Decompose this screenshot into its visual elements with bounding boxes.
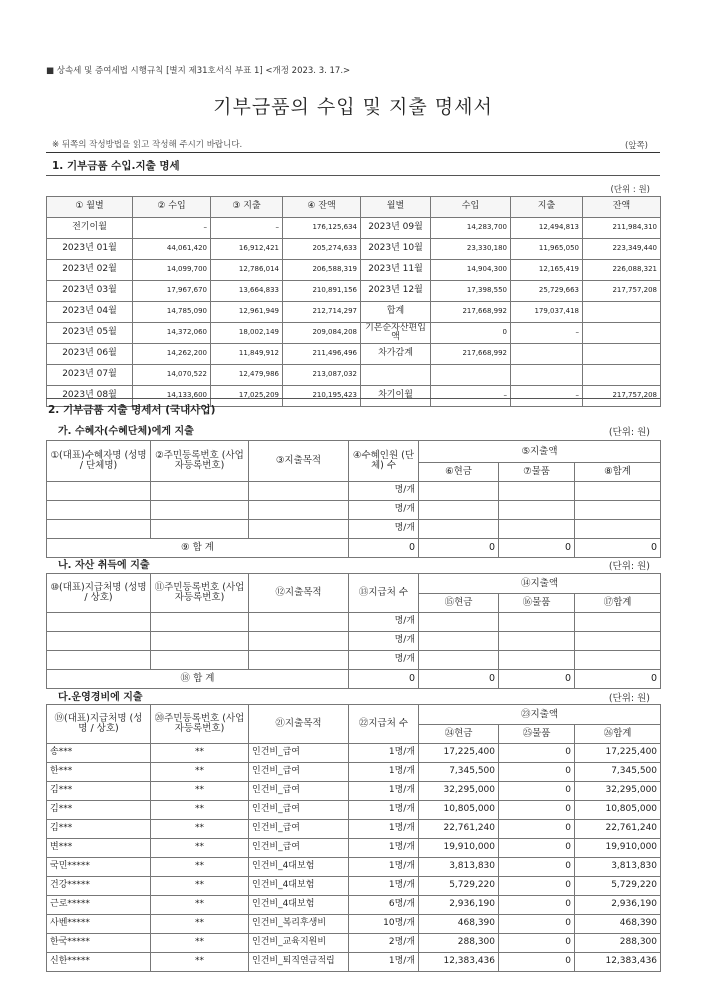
expense-cell: 17,025,209 [211, 386, 283, 407]
month-cell-2: 2023년 09월 [361, 218, 431, 239]
balance-cell-2 [583, 323, 661, 344]
month-cell-2: 2023년 12월 [361, 281, 431, 302]
month-cell: 2023년 08월 [47, 386, 133, 407]
purpose-cell: 인건비_급여 [249, 763, 349, 782]
income-cell: 17,967,670 [133, 281, 211, 302]
id-cell: ** [151, 820, 249, 839]
cash-cell: 12,383,436 [419, 953, 499, 972]
count-cell: 6명/개 [349, 896, 419, 915]
unit-cell: 명/개 [349, 651, 419, 670]
total-cell: 17,225,400 [575, 744, 661, 763]
header-cash: ⑮현금 [419, 594, 499, 613]
table-row [47, 744, 661, 763]
month-cell: 2023년 05월 [47, 323, 133, 344]
table-row [47, 953, 661, 972]
section1-unit: (단위 : 원) [610, 185, 650, 195]
income-cell: – [133, 218, 211, 239]
table-header-row [47, 197, 661, 218]
count-cell: 1명/개 [349, 839, 419, 858]
unit-cell: 명/개 [349, 482, 419, 501]
payee-cell: 신한***** [47, 953, 151, 972]
table-row [47, 632, 661, 651]
income-cell: 14,372,060 [133, 323, 211, 344]
goods-cell: 0 [499, 934, 575, 953]
sum-cash: 0 [419, 539, 499, 558]
id-cell: ** [151, 782, 249, 801]
expense-cell: 12,961,949 [211, 302, 283, 323]
expense-cell-2: 12,165,419 [511, 260, 583, 281]
balance-cell: 209,084,208 [283, 323, 361, 344]
cash-cell: 7,345,500 [419, 763, 499, 782]
total-cell: 10,805,000 [575, 801, 661, 820]
purpose-cell: 인건비_4대보험 [249, 896, 349, 915]
id-cell: ** [151, 896, 249, 915]
id-cell: ** [151, 744, 249, 763]
income-cell-2 [431, 365, 511, 386]
expense-cell: 13,664,833 [211, 281, 283, 302]
sum-cash: 0 [419, 670, 499, 689]
cash-cell: 10,805,000 [419, 801, 499, 820]
table-row [47, 651, 661, 670]
document-title: 기부금품의 수입 및 지출 명세서 [213, 96, 493, 118]
form-reference-note: ■ 상속세 및 증여세법 시행규칙 [별지 제31호서식 부표 1] <개정 2023. 3. 17.> [46, 66, 351, 76]
count-cell: 1명/개 [349, 744, 419, 763]
count-cell: 1명/개 [349, 858, 419, 877]
expense-cell-2: – [511, 386, 583, 407]
sum-total: 0 [575, 539, 661, 558]
header-registration-number: ⑳주민등록번호 (사업자등록번호) [151, 705, 249, 744]
balance-cell: 206,588,319 [283, 260, 361, 281]
month-cell-2: 차가감계 [361, 344, 431, 365]
count-cell: 1명/개 [349, 801, 419, 820]
balance-cell-2: 217,757,208 [583, 281, 661, 302]
table-row [47, 365, 661, 386]
payee-cell: 김*** [47, 820, 151, 839]
cash-cell: 2,936,190 [419, 896, 499, 915]
table-row [47, 915, 661, 934]
id-cell: ** [151, 858, 249, 877]
section2-title: 2. 기부금품 지출 명세서 (국내사업) [48, 404, 216, 416]
total-cell: 288,300 [575, 934, 661, 953]
income-expense-table [46, 196, 661, 407]
section2c-title: 다.운영경비에 지출 [58, 692, 143, 703]
sum-total: 0 [575, 670, 661, 689]
sum-row [47, 539, 661, 558]
month-cell: 2023년 07월 [47, 365, 133, 386]
table-row [47, 218, 661, 239]
header-cash: ⑥현금 [419, 463, 499, 482]
header-balance-2: 잔액 [583, 197, 661, 218]
income-cell-2: 0 [431, 323, 511, 344]
income-cell: 44,061,420 [133, 239, 211, 260]
section2b-title: 나. 자산 취득에 지출 [58, 560, 150, 571]
goods-cell: 0 [499, 915, 575, 934]
month-cell: 2023년 03월 [47, 281, 133, 302]
purpose-cell: 인건비_복리후생비 [249, 915, 349, 934]
goods-cell: 0 [499, 801, 575, 820]
header-month-2: 월별 [361, 197, 431, 218]
income-cell: 14,262,200 [133, 344, 211, 365]
payee-cell: 김*** [47, 801, 151, 820]
payee-cell: 한*** [47, 763, 151, 782]
id-cell: ** [151, 763, 249, 782]
total-cell: 7,345,500 [575, 763, 661, 782]
cash-cell: 3,813,830 [419, 858, 499, 877]
expense-cell-2: 12,494,813 [511, 218, 583, 239]
income-cell-2: 217,668,992 [431, 344, 511, 365]
balance-cell: 211,496,496 [283, 344, 361, 365]
header-amount: ⑭지출액 [419, 574, 661, 594]
sum-goods: 0 [499, 539, 575, 558]
header-goods: ⑯물품 [499, 594, 575, 613]
purpose-cell: 인건비_급여 [249, 782, 349, 801]
count-cell: 1명/개 [349, 877, 419, 896]
purpose-cell: 인건비_급여 [249, 801, 349, 820]
header-expense-2: 지출 [511, 197, 583, 218]
table-row [47, 763, 661, 782]
balance-cell: 212,714,297 [283, 302, 361, 323]
header-income-2: 수입 [431, 197, 511, 218]
goods-cell: 0 [499, 877, 575, 896]
unit-cell: 명/개 [349, 632, 419, 651]
expense-cell: 16,912,421 [211, 239, 283, 260]
section1-title: 1. 기부금품 수입.지출 명세 [52, 160, 180, 172]
count-cell: 1명/개 [349, 820, 419, 839]
goods-cell: 0 [499, 953, 575, 972]
goods-cell: 0 [499, 820, 575, 839]
header-payee-count: ⑬지급처 수 [349, 574, 419, 613]
purpose-cell: 인건비_4대보험 [249, 858, 349, 877]
expense-cell: – [211, 218, 283, 239]
payee-cell: 사벤***** [47, 915, 151, 934]
expense-cell-2: 11,965,050 [511, 239, 583, 260]
total-cell: 19,910,000 [575, 839, 661, 858]
income-cell-2: 23,330,180 [431, 239, 511, 260]
balance-cell: 210,195,423 [283, 386, 361, 407]
table-row [47, 858, 661, 877]
count-cell: 10명/개 [349, 915, 419, 934]
sum-goods: 0 [499, 670, 575, 689]
cash-cell: 17,225,400 [419, 744, 499, 763]
purpose-cell: 인건비_급여 [249, 839, 349, 858]
sum-count: 0 [349, 670, 419, 689]
month-cell: 전기이월 [47, 218, 133, 239]
month-cell: 2023년 01월 [47, 239, 133, 260]
total-cell: 3,813,830 [575, 858, 661, 877]
header-month: ① 월별 [47, 197, 133, 218]
expense-cell: 18,002,149 [211, 323, 283, 344]
cash-cell: 19,910,000 [419, 839, 499, 858]
section2a-title: 가. 수혜자(수혜단체)에게 지출 [58, 426, 194, 437]
balance-cell-2 [583, 365, 661, 386]
table-row [47, 281, 661, 302]
month-cell-2: 차기이월 [361, 386, 431, 407]
purpose-cell: 인건비_4대보험 [249, 877, 349, 896]
table-header-row [47, 441, 661, 463]
income-cell-2: – [431, 386, 511, 407]
income-cell-2: 217,668,992 [431, 302, 511, 323]
total-cell: 5,729,220 [575, 877, 661, 896]
month-cell: 2023년 06월 [47, 344, 133, 365]
header-cash: ㉔현금 [419, 725, 499, 744]
total-cell: 2,936,190 [575, 896, 661, 915]
count-cell: 1명/개 [349, 782, 419, 801]
income-cell: 14,133,600 [133, 386, 211, 407]
total-cell: 12,383,436 [575, 953, 661, 972]
divider [46, 152, 660, 153]
table-header-row [47, 705, 661, 725]
table-row [47, 801, 661, 820]
balance-cell: 210,891,156 [283, 281, 361, 302]
cash-cell: 288,300 [419, 934, 499, 953]
expense-cell-2 [511, 344, 583, 365]
header-purpose: ⑫지출목적 [249, 574, 349, 613]
month-cell-2: 2023년 10월 [361, 239, 431, 260]
income-cell: 14,785,090 [133, 302, 211, 323]
table-row [47, 501, 661, 520]
header-amount: ⑤지출액 [419, 441, 661, 463]
balance-cell-2: 217,757,208 [583, 386, 661, 407]
payee-cell: 김*** [47, 782, 151, 801]
goods-cell: 0 [499, 744, 575, 763]
header-total: ⑰합계 [575, 594, 661, 613]
table-row [47, 520, 661, 539]
expense-cell: 12,786,014 [211, 260, 283, 281]
divider [46, 398, 660, 399]
id-cell: ** [151, 934, 249, 953]
table-row [47, 482, 661, 501]
goods-cell: 0 [499, 782, 575, 801]
header-purpose: ㉑지출목적 [249, 705, 349, 744]
table-row [47, 820, 661, 839]
payee-cell: 변*** [47, 839, 151, 858]
header-total: ㉖합계 [575, 725, 661, 744]
balance-cell-2: 211,984,310 [583, 218, 661, 239]
sum-label: ⑱ 합 계 [47, 670, 349, 689]
payee-cell: 송*** [47, 744, 151, 763]
balance-cell-2: 223,349,440 [583, 239, 661, 260]
unit-cell: 명/개 [349, 501, 419, 520]
cash-cell: 22,761,240 [419, 820, 499, 839]
table-row [47, 239, 661, 260]
total-cell: 32,295,000 [575, 782, 661, 801]
expense-cell-2 [511, 365, 583, 386]
income-cell: 14,070,522 [133, 365, 211, 386]
balance-cell-2: 226,088,321 [583, 260, 661, 281]
header-total: ⑧합계 [575, 463, 661, 482]
total-cell: 468,390 [575, 915, 661, 934]
balance-cell-2 [583, 344, 661, 365]
header-payee-name: ⑩(대표)지급처명 (성명 / 상호) [47, 574, 151, 613]
month-cell-2 [361, 365, 431, 386]
section2a-unit: (단위: 원) [608, 427, 650, 438]
purpose-cell: 인건비_퇴직연금적립 [249, 953, 349, 972]
cash-cell: 32,295,000 [419, 782, 499, 801]
purpose-cell: 인건비_급여 [249, 820, 349, 839]
goods-cell: 0 [499, 763, 575, 782]
month-cell-2: 합계 [361, 302, 431, 323]
purpose-cell: 인건비_급여 [249, 744, 349, 763]
recipient-expense-table [46, 440, 661, 558]
balance-cell: 205,274,633 [283, 239, 361, 260]
table-row [47, 613, 661, 632]
header-recipient-name: ①(대표)수혜자명 (성명 / 단체명) [47, 441, 151, 482]
income-cell-2: 17,398,550 [431, 281, 511, 302]
section2b-unit: (단위: 원) [608, 561, 650, 572]
header-payee-count: ㉒지급처 수 [349, 705, 419, 744]
header-registration-number: ⑪주민등록번호 (사업자등록번호) [151, 574, 249, 613]
table-row [47, 896, 661, 915]
id-cell: ** [151, 839, 249, 858]
divider [46, 175, 660, 176]
total-cell: 22,761,240 [575, 820, 661, 839]
table-row [47, 260, 661, 281]
expense-cell-2: – [511, 323, 583, 344]
header-registration-number: ②주민등록번호 (사업자등록번호) [151, 441, 249, 482]
count-cell: 2명/개 [349, 934, 419, 953]
purpose-cell: 인건비_교육지원비 [249, 934, 349, 953]
payee-cell: 건강***** [47, 877, 151, 896]
goods-cell: 0 [499, 839, 575, 858]
month-cell: 2023년 02월 [47, 260, 133, 281]
balance-cell: 176,125,634 [283, 218, 361, 239]
payee-cell: 근로***** [47, 896, 151, 915]
payee-cell: 한국***** [47, 934, 151, 953]
header-payee-name: ⑲(대표)지급처명 (성명 / 상호) [47, 705, 151, 744]
header-goods: ㉕물품 [499, 725, 575, 744]
month-cell-2: 2023년 11월 [361, 260, 431, 281]
unit-cell: 명/개 [349, 520, 419, 539]
sum-label: ⑨ 합 계 [47, 539, 349, 558]
section2c-unit: (단위: 원) [608, 693, 650, 704]
table-row [47, 323, 661, 344]
id-cell: ** [151, 915, 249, 934]
goods-cell: 0 [499, 896, 575, 915]
balance-cell: 213,087,032 [283, 365, 361, 386]
expense-cell: 11,849,912 [211, 344, 283, 365]
header-purpose: ③지출목적 [249, 441, 349, 482]
writing-guide-note: ※ 뒤쪽의 작성방법을 읽고 작성해 주시기 바랍니다. [52, 140, 243, 150]
front-side-label: (앞쪽) [624, 141, 648, 151]
table-row [47, 934, 661, 953]
operating-expense-table [46, 704, 661, 972]
header-income: ② 수입 [133, 197, 211, 218]
income-cell: 14,099,700 [133, 260, 211, 281]
sum-row [47, 670, 661, 689]
unit-cell: 명/개 [349, 613, 419, 632]
month-cell: 2023년 04월 [47, 302, 133, 323]
sum-count: 0 [349, 539, 419, 558]
cash-cell: 5,729,220 [419, 877, 499, 896]
month-cell-2: 기본순자산편입액 [361, 323, 431, 344]
count-cell: 1명/개 [349, 953, 419, 972]
balance-cell-2 [583, 302, 661, 323]
cash-cell: 468,390 [419, 915, 499, 934]
expense-cell: 12,479,986 [211, 365, 283, 386]
header-goods: ⑦물품 [499, 463, 575, 482]
table-row [47, 877, 661, 896]
goods-cell: 0 [499, 858, 575, 877]
asset-expense-table [46, 573, 661, 689]
id-cell: ** [151, 953, 249, 972]
table-row [47, 782, 661, 801]
header-balance: ④ 잔액 [283, 197, 361, 218]
income-cell-2: 14,283,700 [431, 218, 511, 239]
id-cell: ** [151, 801, 249, 820]
expense-cell-2: 179,037,418 [511, 302, 583, 323]
payee-cell: 국민***** [47, 858, 151, 877]
count-cell: 1명/개 [349, 763, 419, 782]
table-row [47, 302, 661, 323]
table-header-row [47, 574, 661, 594]
income-cell-2: 14,904,300 [431, 260, 511, 281]
header-amount: ㉓지출액 [419, 705, 661, 725]
id-cell: ** [151, 877, 249, 896]
table-row [47, 839, 661, 858]
header-recipient-count: ④수혜인원 (단체) 수 [349, 441, 419, 482]
table-row [47, 344, 661, 365]
expense-cell-2: 25,729,663 [511, 281, 583, 302]
header-expense: ③ 지출 [211, 197, 283, 218]
